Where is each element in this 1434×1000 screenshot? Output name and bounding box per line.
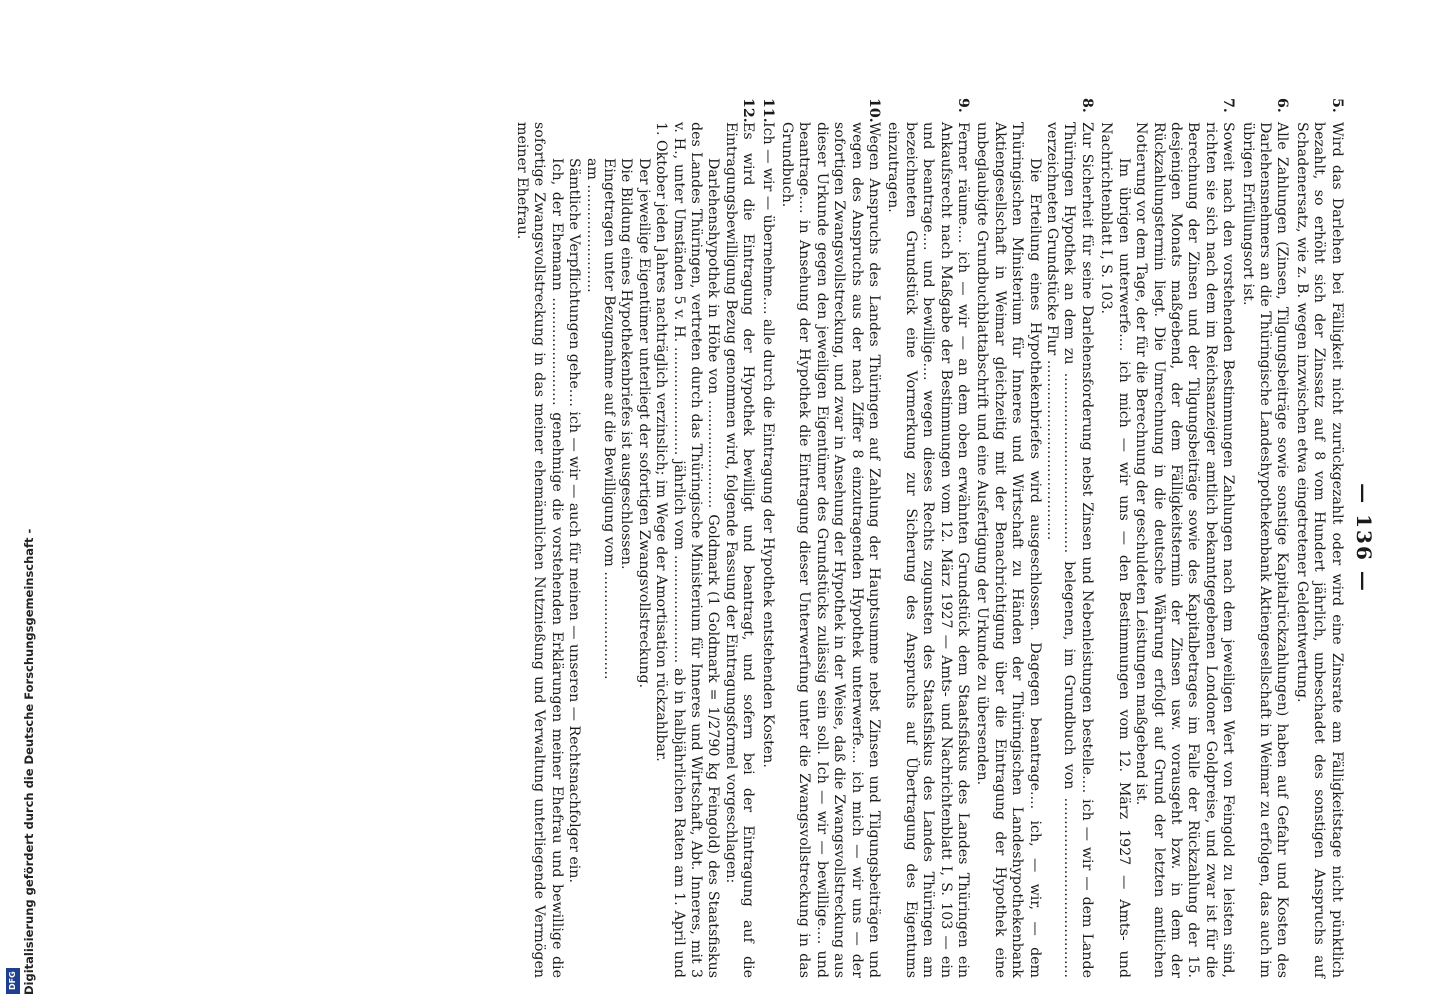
formula-line: Darlehenshypothek in Höhe von ........................ Goldmark (1 Goldmark = 1/2790 kg Feingold) des Staatsfiskus des Landes Thüringen, vertreten durch das Thüringische Ministerium für Inneres und Wirtschaft, Abt. Inneres, mit 3 v. H., unter Umständen 5 v. H. ........................ jährlich vom ........................ ab in halbjährlichen Raten am 1. April und 1. Oktober jeden Jahres nachträglich verzinslich; im Wege der Amortisation rückzahlbar. [653, 122, 722, 978]
item-number: 6. [1274, 98, 1291, 113]
paragraph-8 [973, 98, 1095, 978]
formula-line: Eingetragen unter Bezugnahme auf die Bewilligung vom ........................ [600, 158, 617, 680]
footer-credit: Digitalisierung gefördert durch die Deutsche Forschungsgemeinschaft - [22, 528, 36, 995]
item-extra-text: Die Erteilung eines Hypothekenbriefes wird ausgeschlossen. Dagegen beantrage.... ich, — wir, — dem Thüringischen Ministerium für Inneres und Wirtschaft zu Händen der Thüringischen Landeshypothekenbank Aktiengesellschaft in Weimar gleichzeitig mit der Benachrichtigung über die Eintragung der Hypothek eine unbeglaubigte Grundbuchblattabschrift und eine Ausfertigung der Urkunde zu übersenden. [974, 122, 1043, 978]
item-number: 9. [955, 98, 972, 113]
item-text: Alle Zahlungen (Zinsen, Tilgungsbeiträge sowie sonstige Kapitalrückzahlungen) haben auf Gefahr und Kosten des Darlehensnehmers an die Thüringische Landeshypothekenbank Aktiengesellschaft in Weimar zu erfolgen, das auch im übrigen Erfüllungsort ist. [1239, 122, 1291, 978]
item-number: 12. [740, 98, 757, 123]
paragraph-11 [758, 98, 775, 978]
dfg-logo: DFG [6, 968, 20, 994]
item-number: 10. [866, 98, 883, 123]
formula-line: Der jeweilige Eigentümer unterliegt der sofortigen Zwangsvollstreckung. [635, 158, 652, 689]
item-text: Wegen Anspruchs des Landes Thüringen auf Zahlung der Hauptsumme nebst Zinsen und Tilgungsbeiträgen und wegen des Anspruchs aus der nach Ziffer 8 einzutragenden Hypothek unterwerfe.... ich mich — wir uns — der sofortigen Zwangsvollstreckung, und zwar in Ansehung der Hypothek in der Weise, daß die Zwangsvollstreckung aus dieser Urkunde gegen den jeweiligen Eigentümer des Grundstücks zulässig sein soll. Ich — wir — bewillige.... und beantrage.... in Ansehung der Hypothek die Eintragung dieser Unterwerfung unter die Zwangsvollstreckung in das Grundbuch. [779, 122, 883, 978]
document-page [302, 98, 1376, 978]
item-number: 7. [1220, 98, 1237, 113]
item-text: Wird das Darlehen bei Fälligkeit nicht zurückgezahlt oder wird eine Zinsrate am Fälligkeitstage nicht pünktlich bezahlt, so erhöht sich der Zinssatz auf 8 vom Hundert jährlich, unbeschadet des sonstigen Anspruchs auf Schadenersatz, wie z. B. wegen inzwischen etwa eingetretener Geldentwertung. [1293, 122, 1345, 978]
item-number: 8. [1078, 98, 1095, 113]
closing-text: Sämtliche Verpflichtungen gehe.... ich — wir — auch für meinen — unseren — Rechtsnachfolger ein. [566, 158, 583, 883]
paragraph-9 [884, 98, 971, 978]
item-text: Soweit nach den vorstehenden Bestimmungen Zahlungen nach dem jeweiligen Wert von Feingold zu leisten sind, richten sie sich nach dem im Reichsanzeiger amtlich bekanntgegebenen Londoner Goldpreise, und zwar ist für die Berechnung der Zinsen und der Tilgungsbeiträge sowie des Kapitalbetrages im Falle der Rückzahlung der 15. desjenigen Monats maßgebend, der dem Fälligkeitstermin der Zinsen usw. vorausgeht bzw. in dem der Rückzahlungstermin liegt. Die Umrechnung in die deutsche Währung erfolgt auf Grund der letzten amtlichen Notierung vor dem Tage, der für die Berechnung der geschuldeten Leistungen maßgebend ist. [1133, 122, 1237, 978]
paragraph-7 [1097, 98, 1236, 978]
item-number: 11. [759, 98, 776, 123]
paragraph-10 [778, 98, 882, 978]
item-extra-text: Im übrigen unterwerfe.... ich mich — wir uns — den Bestimmungen vom 12. März 1927 — Amts- und Nachrichtenblatt I, S. 103. [1098, 122, 1132, 978]
item-text: Ich — wir — übernehme.... alle durch die Eintragung der Hypothek entstehenden Kosten. [759, 122, 776, 768]
item-text: Ferner räume.... ich — wir — an dem oben erwähnten Grundstück dem Staatsfiskus des Landes Thüringen ein Ankaufsrecht nach Maßgabe der Bestimmungen vom 12. März 1927 — Amts- und Nachrichtenblatt I, S. 103 — ein und beantrage.... und bewillige.... wegen dieses Rechts zugunsten des Staatsfiskus des Landes Thüringen am bezeichneten Grundstück eine Vormerkung zur Sicherung des Anspruchs auf Übertragung des Eigentums einzutragen. [885, 122, 972, 978]
formula-line: Die Bildung eines Hypothekenbriefes ist ausgeschlossen. [618, 158, 635, 570]
page-number: — 136 — [1352, 483, 1376, 593]
signature-text: Ich, der Ehemann ........................ genehmige die vorstehenden Erklärungen meiner Ehefrau und bewillige die sofortige Zwangsvollstreckung in das meiner ehemännlichen Nutznießung und Verwaltung unterliegende Vermögen meiner Ehefrau. [513, 122, 565, 978]
digitization-footer [2, 0, 36, 1000]
paragraph-6 [1238, 98, 1290, 978]
paragraph-5 [1292, 98, 1344, 978]
formula-line: am ........................ [583, 158, 600, 293]
paragraph-12 [513, 98, 757, 978]
item-number: 5. [1328, 98, 1345, 113]
item-text: Es wird die Eintragung der Hypothek bewilligt und beantragt, und sofern bei der Eintragung auf die Eintragungsbewilligung Bezug genommen wird, folgende Fassung der Eintragungsformel vorgeschlagen: [722, 122, 757, 978]
item-text: Zur Sicherheit für seine Darlehensforderung nebst Zinsen und Nebenleistungen bestelle.... ich — wir — dem Lande Thüringen Hypothek an dem zu ........................................ belegenen, im Grundbuch von ........................................ verzeichneten Grundstücke Flur ........................................ [1044, 122, 1095, 978]
